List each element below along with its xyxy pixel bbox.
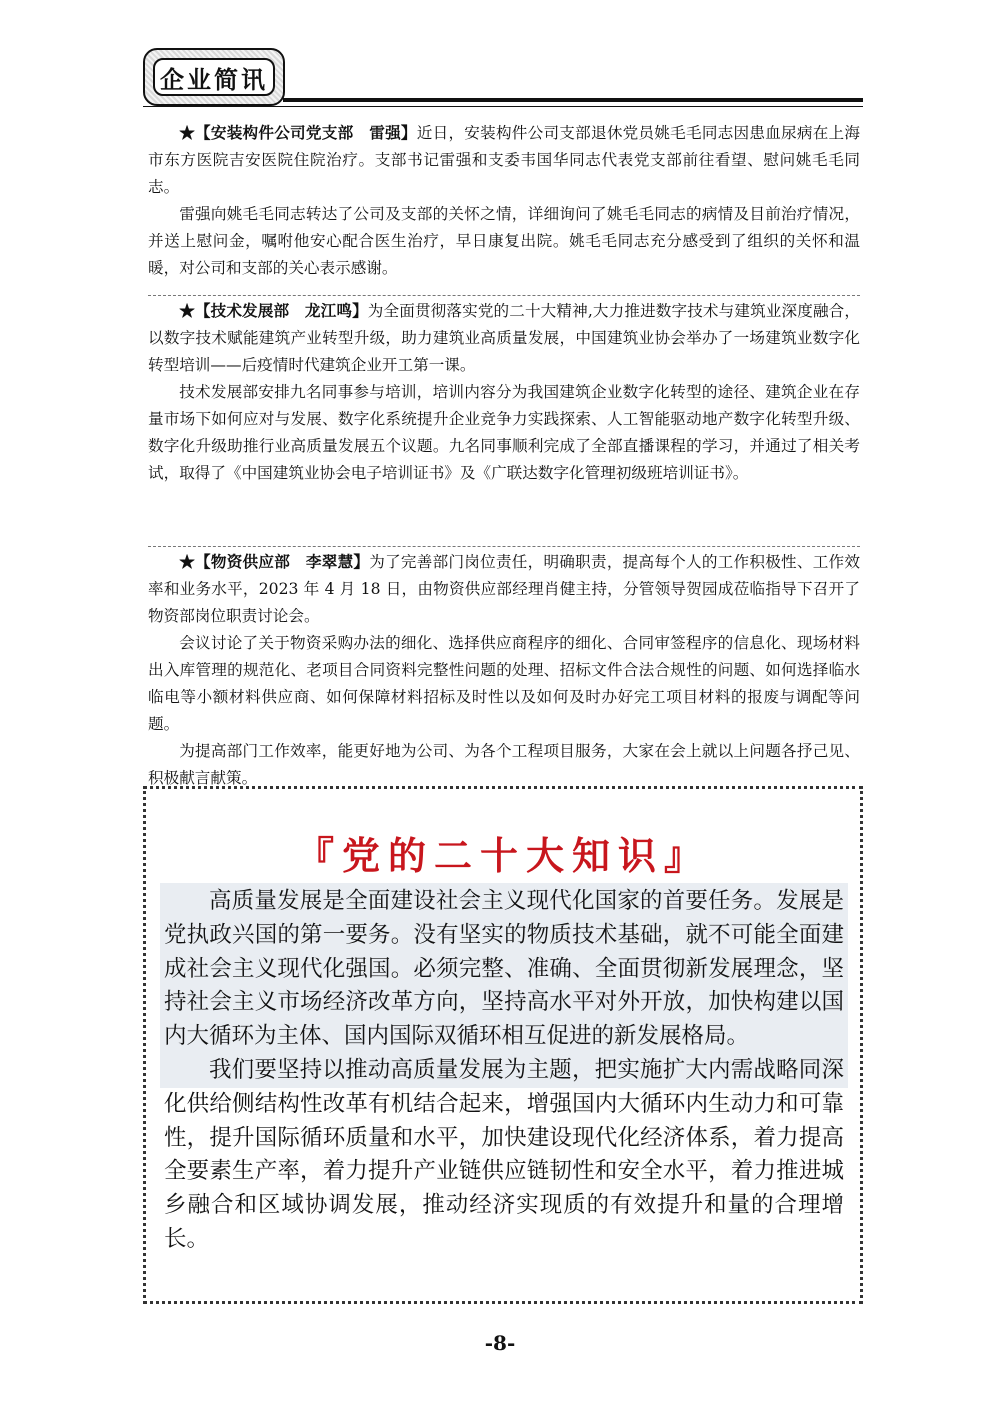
header-rule-thin — [143, 106, 863, 107]
news-paragraph: ★【技术发展部 龙江鸣】为全面贯彻落实党的二十大精神,大力推进数字技术与建筑业深度融合，以数字技术赋能建筑产业转型升级，助力建筑业高质量发展，中国建筑业协会举办了一场建筑业数字化转型培训——后疫情时代建筑企业开工第一课。 — [148, 301, 860, 374]
section-header-tab — [143, 48, 285, 106]
section-title: 企业简讯 — [153, 58, 275, 96]
knowledge-title: 『党的二十大知识』 — [295, 834, 710, 878]
news-paragraph: 技术发展部安排九名同事参与培训，培训内容分为我国建筑企业数字化转型的途径、建筑企业在存量市场下如何应对与发展、数字化系统提升企业竞争力实践探索、人工智能驱动地产数字化转型升级、数字化升级助推行业高质量发展五个议题。九名同事顺利完成了全部直播课程的学习，并通过了相关考试，取得了《中国建筑业协会电子培训证书》及《广联达数字化管理初级班培训证书》。 — [148, 383, 860, 482]
news-paragraph: 雷强向姚毛毛同志转达了公司及支部的关怀之情，详细询问了姚毛毛同志的病情及目前治疗情况，并送上慰问金，嘱咐他安心配合医生治疗，早日康复出院。姚毛毛同志充分感受到了组织的关怀和温暖，对公司和支部的关心表示感谢。 — [148, 205, 860, 277]
news-paragraph: 为提高部门工作效率，能更好地为公司、为各个工程项目服务，大家在会上就以上问题各抒己见、积极献言献策。 — [148, 742, 860, 787]
knowledge-box — [143, 786, 863, 1304]
news-tag: ★【物资供应部 李翠慧】 — [179, 552, 370, 571]
news-paragraph: ★【安装构件公司党支部 雷强】近日，安装构件公司支部退休党员姚毛毛同志因患血尿病在上海市东方医院吉安医院住院治疗。支部书记雷强和支委韦国华同志代表党支部前往看望、慰问姚毛毛同志。 — [148, 123, 860, 196]
news-item-installation — [148, 119, 860, 282]
news-divider — [148, 546, 860, 547]
news-item-supply — [148, 548, 860, 792]
knowledge-text — [164, 885, 844, 1257]
news-divider — [148, 295, 860, 296]
knowledge-paragraph: 高质量发展是全面建设社会主义现代化国家的首要任务。发展是党执政兴国的第一要务。没有坚实的物质技术基础，就不可能全面建成社会主义现代化强国。必须完整、准确、全面贯彻新发展理念，坚持社会主义市场经济改革方向，坚持高水平对外开放，加快构建以国内大循环为主体、国内国际双循环相互促进的新发展格局。 — [164, 888, 844, 1050]
news-tag: ★【技术发展部 龙江鸣】 — [179, 301, 368, 320]
news-paragraph: 会议讨论了关于物资采购办法的细化、选择供应商程序的细化、合同审签程序的信息化、现场材料出入库管理的规范化、老项目合同资料完整性问题的处理、招标文件合法合规性的问题、如何选择临水临电等小额材料供应商、如何保障材料招标及时性以及如何及时办好完工项目材料的报废与调配等问题。 — [148, 634, 860, 733]
news-tag: ★【安装构件公司党支部 雷强】 — [179, 123, 417, 142]
page-number: -8- — [484, 1331, 516, 1355]
knowledge-paragraph: 我们要坚持以推动高质量发展为主题，把实施扩大内需战略同深化供给侧结构性改革有机结合起来，增强国内大循环内生动力和可靠性，提升国际循环质量和水平，加快建设现代化经济体系，着力提高全要素生产率，着力提升产业链供应链韧性和安全水平，着力推进城乡融合和区域协调发展，推动经济实现质的有效提升和量的合理增长。 — [164, 1056, 844, 1252]
news-item-tech-dev — [148, 297, 860, 487]
header-rule-thick — [283, 98, 863, 102]
news-paragraph: ★【物资供应部 李翠慧】为了完善部门岗位责任，明确职责，提高每个人的工作积极性、工作效率和业务水平，2023 年 4 月 18 日，由物资供应部经理肖健主持，分管领导贺园成莅临指导下召开了物资部岗位职责讨论会。 — [148, 552, 860, 625]
